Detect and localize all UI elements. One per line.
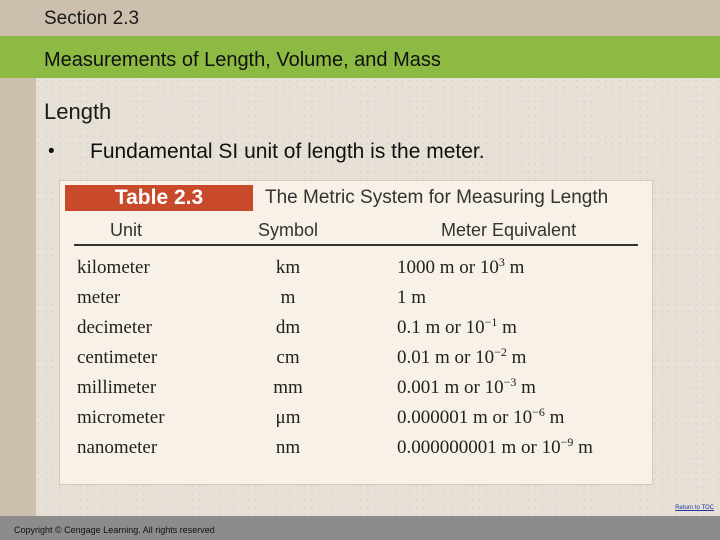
- equivalent-value: 1 m: [397, 287, 427, 308]
- table-title: The Metric System for Measuring Length: [265, 187, 609, 208]
- meter-equivalent-cell: [397, 437, 593, 459]
- symbol-cell: nm: [275, 437, 301, 458]
- equivalent-value: 1000 m or 10: [397, 257, 499, 278]
- bullet-icon: •: [48, 141, 55, 162]
- equivalent-value: 0.001 m or 10: [397, 377, 504, 398]
- meter-equivalent-cell: [397, 287, 426, 309]
- slide-title: Measurements of Length, Volume, and Mass: [44, 49, 441, 71]
- table-row: [60, 437, 654, 467]
- equivalent-value: 0.000000001 m or 10: [397, 437, 561, 458]
- unit-cell: decimeter: [77, 317, 152, 338]
- table-row: [60, 257, 654, 287]
- column-header-unit: Unit: [110, 220, 143, 240]
- equivalent-exponent: 3: [498, 255, 505, 269]
- equivalent-unit: m: [506, 347, 527, 368]
- copyright-text: Copyright © Cengage Learning. All rights reserved: [14, 525, 215, 535]
- symbol-cell: μm: [275, 407, 301, 428]
- meter-equivalent-cell: [397, 377, 536, 399]
- return-to-toc-link[interactable]: Return to TOC: [675, 505, 714, 511]
- table-badge: Table 2.3: [65, 185, 253, 211]
- symbol-cell: km: [275, 257, 301, 278]
- section-label: Section 2.3: [44, 8, 140, 29]
- unit-cell: micrometer: [77, 407, 165, 428]
- symbol-cell: dm: [275, 317, 301, 338]
- meter-equivalent-cell: [397, 257, 524, 279]
- table-row: [60, 407, 654, 437]
- equivalent-value: 0.01 m or 10: [397, 347, 495, 368]
- equivalent-unit: m: [573, 437, 593, 458]
- unit-cell: kilometer: [77, 257, 150, 278]
- unit-cell: nanometer: [77, 437, 158, 458]
- table-row: [60, 287, 654, 317]
- meter-equivalent-cell: [397, 407, 564, 429]
- left-accent-strip: [0, 0, 36, 540]
- equivalent-exponent: −1: [484, 315, 498, 329]
- column-header-meter-equivalent: Meter Equivalent: [441, 220, 577, 240]
- equivalent-unit: m: [497, 317, 517, 338]
- table-row: [60, 377, 654, 407]
- equivalent-value: 0.1 m or 10: [397, 317, 485, 338]
- unit-cell: millimeter: [77, 377, 157, 398]
- equivalent-exponent: −2: [494, 345, 507, 359]
- header-rule: [74, 244, 638, 246]
- column-header-symbol: Symbol: [258, 220, 319, 240]
- metric-length-table: [59, 180, 653, 485]
- equivalent-value: 0.000001 m or 10: [397, 407, 533, 428]
- equivalent-exponent: −9: [560, 435, 574, 449]
- bullet-text: Fundamental SI unit of length is the meter.: [90, 140, 485, 163]
- unit-cell: centimeter: [77, 347, 158, 368]
- content-heading: Length: [44, 99, 112, 124]
- meter-equivalent-cell: [397, 317, 517, 339]
- table-row: [60, 347, 654, 377]
- symbol-cell: mm: [273, 377, 303, 398]
- symbol-cell: cm: [276, 347, 300, 368]
- meter-equivalent-cell: [397, 347, 526, 369]
- unit-cell: meter: [77, 287, 121, 308]
- table-row: [60, 317, 654, 347]
- equivalent-exponent: −6: [532, 405, 545, 419]
- equivalent-unit: m: [544, 407, 565, 428]
- equivalent-unit: m: [504, 257, 525, 278]
- equivalent-unit: m: [516, 377, 536, 398]
- symbol-cell: m: [280, 287, 296, 308]
- equivalent-exponent: −3: [503, 375, 517, 389]
